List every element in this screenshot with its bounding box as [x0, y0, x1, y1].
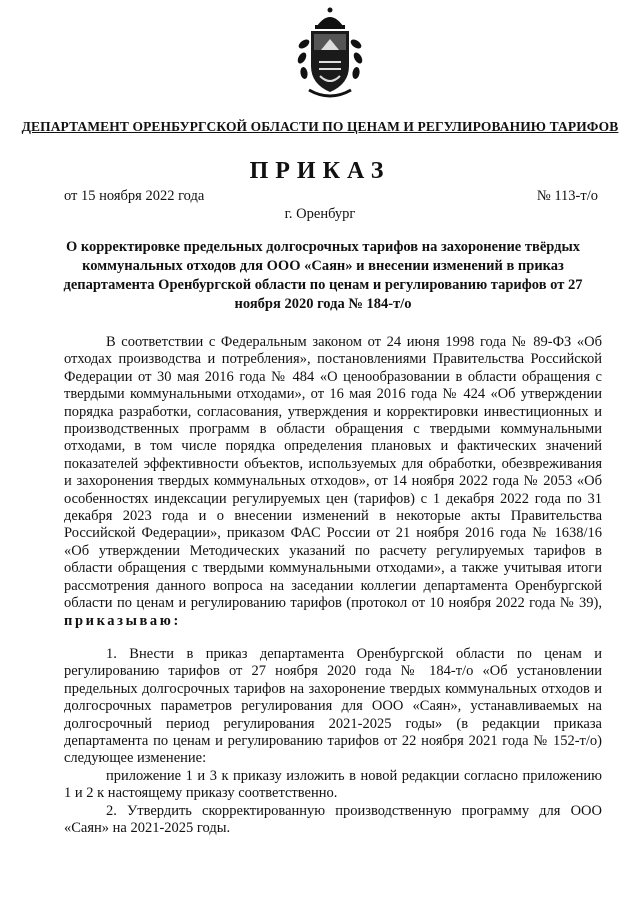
coat-of-arms-emblem: [295, 6, 365, 102]
item-1-paragraph: 1. Внести в приказ департамента Оренбургской области по ценам и регулированию тарифов от 27 ноября 2020 года № 184-т/о «Об установлении предельных долгосрочных тарифов на захоронение твердых коммунальных отходов и долгосрочных параметров регулирования для ООО «Саян», устанавливаемых на долгосрочный период регулирования 2021-2025 годы» (в редакции приказа департамента по ценам и регулированию тарифов от 22 ноября 2021 года № 152-т/о) следующее изменение:: [64, 645, 602, 767]
preamble-paragraph: [64, 334, 602, 630]
order-city: г. Оренбург: [284, 206, 356, 222]
preamble-text: В соответствии с Федеральным законом от 24 июня 1998 года № 89-ФЗ «Об отходах производства и потребления», постановлениями Правительства Российской Федерации от 30 мая 2016 года № 484 «О ценообразовании в области обращения с твердыми коммунальными отходами», от 16 мая 2016 года № 424 «Об утверждении порядка разработки, согласования, утверждения и корректировки инвестиционных и производственных программ в области обращения с твердыми коммунальными отходами, в том числе порядка определения плановых и фактических значений показателей эффективности объектов, используемых для обработки, обезвреживания и захоронения твердых коммунальных отходов», от 14 ноября 2022 года № 2053 «Об особенностях индексации регулируемых цен (тарифов) с 1 декабря 2022 года по 31 декабря 2023 года и о внесении изменений в некоторые акты Правительства Российской Федерации», приказом ФАС России от 21 ноября 2016 года № 1638/16 «Об утверждении Методических указаний по расчету регулируемых тарифов в области обращения с твердыми коммунальными отходами», а также учитывая итоги рассмотрения данного вопроса на заседании коллегии департамента Оренбургской области по ценам и регулированию тарифов (протокол от 10 ноября 2022 года № 39),: [64, 334, 602, 612]
item-1-detail-paragraph: приложение 1 и 3 к приказу изложить в новой редакции согласно приложению 1 и 2 к настоящему приказу соответственно.: [64, 767, 602, 802]
document-title: ПРИКАЗ: [249, 158, 391, 184]
order-word: приказываю:: [64, 612, 181, 629]
order-body: [64, 334, 602, 837]
item-2-paragraph: 2. Утвердить скорректированную производственную программу для ООО «Саян» на 2021-2025 годы.: [64, 802, 602, 836]
order-number: № 113-т/о: [536, 188, 598, 204]
department-name: ДЕПАРТАМЕНТ ОРЕНБУРГСКОЙ ОБЛАСТИ ПО ЦЕНАМ И РЕГУЛИРОВАНИЮ ТАРИФОВ: [21, 119, 619, 134]
order-subject: О корректировке предельных долгосрочных тарифов на захоронение твёрдых коммунальных отходов для ООО «Саян» и внесении изменений в приказ департамента Оренбургской области по ценам и регулированию тарифов от 27 ноября 2020 года № 184-т/о: [63, 239, 583, 312]
order-date: от 15 ноября 2022 года: [64, 188, 205, 204]
